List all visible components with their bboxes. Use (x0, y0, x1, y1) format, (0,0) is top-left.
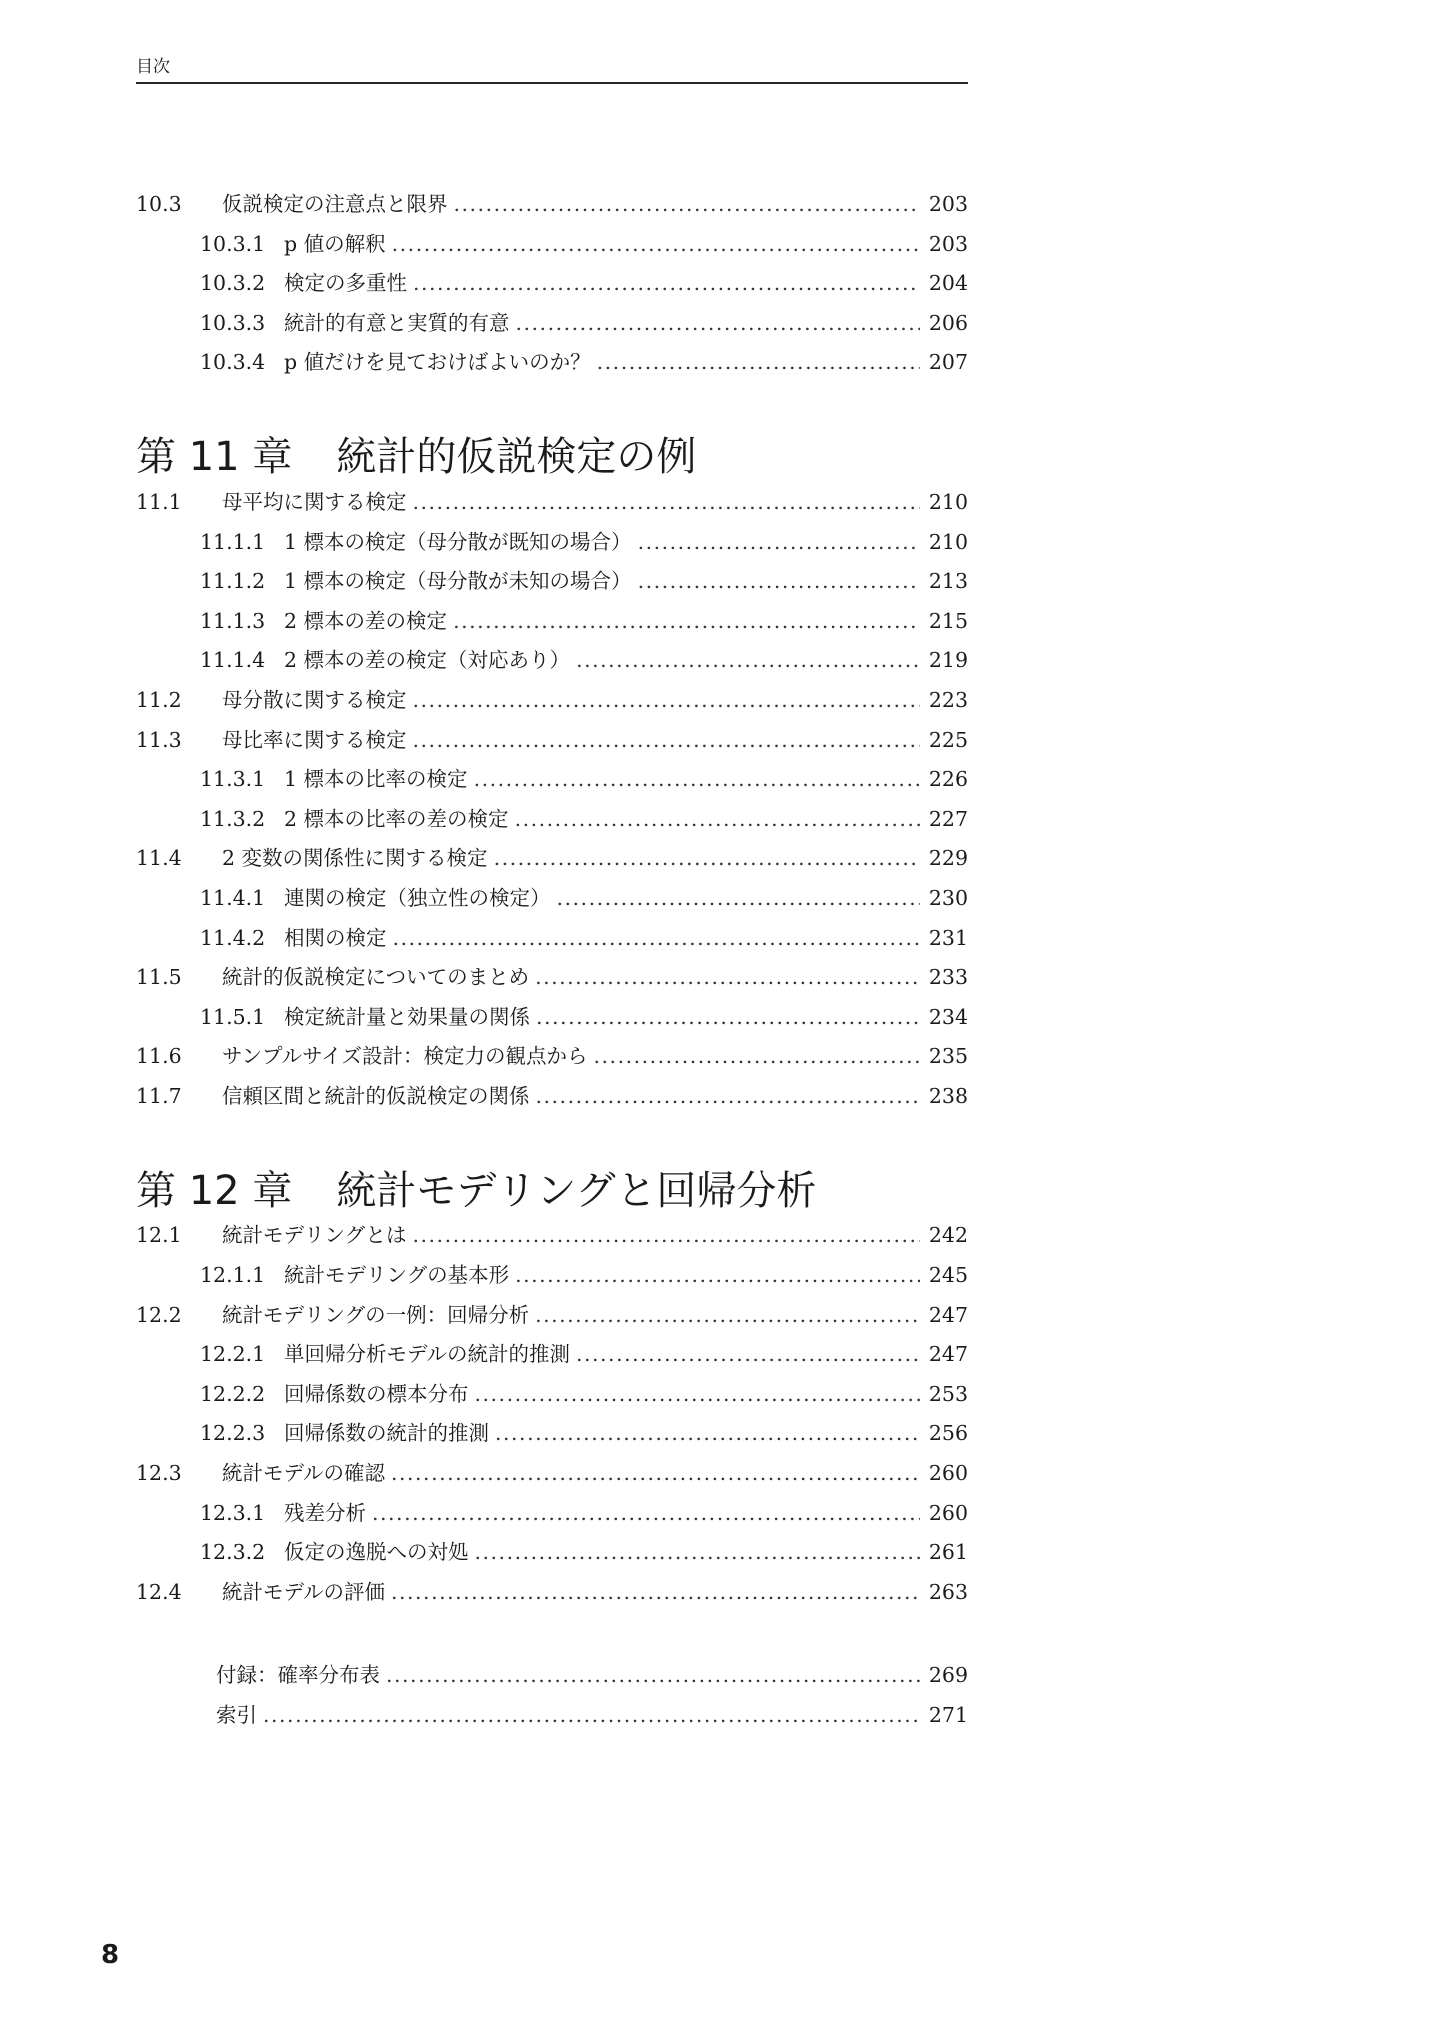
toc-entry-section[interactable] (136, 958, 968, 998)
section-number: 11.2 (136, 687, 182, 712)
dot-leader (516, 304, 921, 344)
dot-leader (391, 1454, 920, 1494)
subsection-number: 10.3.2 (200, 271, 266, 296)
subsection-title: 統計モデリングの基本形 (284, 1263, 510, 1288)
toc-entry-subsection[interactable] (136, 1533, 968, 1573)
section-title: 統計モデルの確認 (222, 1461, 385, 1486)
toc-entry-section[interactable] (136, 1454, 968, 1494)
section-number: 12.2 (136, 1302, 182, 1327)
page-number: 206 (928, 310, 968, 335)
page-number: 261 (928, 1540, 968, 1565)
chapter-title: 統計的仮説検定の例 (336, 434, 697, 481)
chapter-heading[interactable] (136, 425, 968, 483)
subsection-number: 12.3.2 (200, 1540, 266, 1565)
subsection-title: 2 標本の差の検定（対応あり） (284, 648, 571, 673)
page-number: 210 (928, 489, 968, 514)
subsection-number: 11.4.2 (200, 925, 266, 950)
section-title: 統計モデルの評価 (222, 1579, 385, 1604)
dot-leader (263, 1696, 920, 1736)
dot-leader (515, 800, 920, 840)
page-number: 229 (928, 846, 968, 871)
page-number: 233 (928, 965, 968, 990)
dot-leader (475, 1533, 921, 1573)
dot-leader (557, 879, 921, 919)
dot-leader (576, 1335, 920, 1375)
section-title: 統計的仮説検定についてのまとめ (222, 965, 530, 990)
toc-entry-section[interactable] (136, 721, 968, 761)
section-spacer (136, 1612, 968, 1656)
subsection-number: 11.5.1 (200, 1004, 266, 1029)
dot-leader (386, 1656, 920, 1696)
section-number: 11.6 (136, 1044, 182, 1069)
toc-entry-section[interactable] (136, 1296, 968, 1336)
section-number: 11.1 (136, 489, 182, 514)
subsection-number: 11.4.1 (200, 885, 266, 910)
toc-entry-subsection[interactable] (136, 523, 968, 563)
toc-entry-subsection[interactable] (136, 641, 968, 681)
subsection-number: 10.3.3 (200, 310, 266, 335)
section-title: 2 変数の関係性に関する検定 (222, 846, 488, 871)
dot-leader (638, 523, 920, 563)
page-folio: 8 (101, 1940, 120, 1970)
dot-leader (413, 681, 921, 721)
page-number: 223 (928, 687, 968, 712)
section-title: 母平均に関する検定 (222, 489, 407, 514)
page-number: 247 (928, 1302, 968, 1327)
page-number: 238 (928, 1083, 968, 1108)
toc-entry-subsection[interactable] (136, 800, 968, 840)
page-number: 260 (928, 1461, 968, 1486)
toc-entry-subsection[interactable] (136, 919, 968, 959)
dot-leader (638, 562, 920, 602)
dot-leader (413, 264, 920, 304)
toc-entry-subsection[interactable] (136, 1256, 968, 1296)
toc-entry-subsection[interactable] (136, 1375, 968, 1415)
page-number: 230 (928, 885, 968, 910)
toc-entry-section[interactable] (136, 1037, 968, 1077)
toc-entry-section[interactable] (136, 185, 968, 225)
page-number: 260 (928, 1500, 968, 1525)
subsection-title: 2 標本の差の検定 (284, 608, 448, 633)
subsection-title: 回帰係数の統計的推測 (284, 1421, 489, 1446)
running-head: 目次 (136, 58, 968, 84)
dot-leader (453, 602, 920, 642)
page-number: 271 (928, 1703, 968, 1727)
subsection-number: 12.3.1 (200, 1500, 266, 1525)
toc-entry-subsection[interactable] (136, 343, 968, 383)
section-number: 11.3 (136, 727, 182, 752)
toc-entry-section[interactable] (136, 681, 968, 721)
section-number: 12.1 (136, 1223, 182, 1248)
section-title: 母分散に関する検定 (222, 687, 407, 712)
toc-entry-subsection[interactable] (136, 760, 968, 800)
dot-leader (392, 225, 920, 265)
section-number: 11.4 (136, 846, 182, 871)
dot-leader (495, 1414, 920, 1454)
subsection-number: 11.1.2 (200, 569, 266, 594)
dot-leader (536, 998, 920, 1038)
subsection-title: 相関の検定 (284, 925, 387, 950)
subsection-number: 12.2.3 (200, 1421, 266, 1446)
section-number: 12.4 (136, 1579, 182, 1604)
section-number: 10.3 (136, 192, 182, 216)
section-title: サンプルサイズ設計：検定力の観点から (222, 1044, 588, 1069)
page-number: 207 (928, 350, 968, 375)
page-number: 234 (928, 1004, 968, 1029)
page-number: 263 (928, 1579, 968, 1604)
dot-leader (413, 1216, 921, 1256)
page-number: 215 (928, 608, 968, 633)
chapter-heading[interactable] (136, 1158, 968, 1216)
subsection-title: 1 標本の比率の検定 (284, 767, 468, 792)
dot-leader (454, 185, 921, 225)
subsection-title: 検定の多重性 (284, 271, 407, 296)
page-number: 203 (928, 192, 968, 216)
page-number: 210 (928, 529, 968, 554)
toc-entry-subsection[interactable] (136, 264, 968, 304)
toc-entry-section[interactable] (136, 1573, 968, 1613)
subsection-number: 11.3.1 (200, 767, 266, 792)
toc-entry-subsection[interactable] (136, 879, 968, 919)
page-number: 269 (928, 1663, 968, 1688)
page-number: 247 (928, 1342, 968, 1367)
toc-entry-section[interactable] (136, 1077, 968, 1117)
dot-leader (475, 1375, 921, 1415)
page-number: 242 (928, 1223, 968, 1248)
page-number: 226 (928, 767, 968, 792)
subsection-title: 1 標本の検定（母分散が未知の場合） (284, 569, 632, 594)
subsection-title: p 値の解釈 (284, 231, 386, 256)
dot-leader (535, 1296, 920, 1336)
subsection-number: 12.1.1 (200, 1263, 266, 1288)
chapter-number: 第 12 章 (136, 1167, 293, 1214)
dot-leader (576, 641, 920, 681)
section-title: 母比率に関する検定 (222, 727, 407, 752)
appendix-title: 付録：確率分布表 (216, 1663, 380, 1688)
subsection-title: 統計的有意と実質的有意 (284, 310, 510, 335)
toc-entry-index[interactable] (136, 1696, 968, 1736)
chapter-number: 第 11 章 (136, 434, 293, 481)
toc-entry-section[interactable] (136, 483, 968, 523)
subsection-title: 仮定の逸脱への対処 (284, 1540, 469, 1565)
page-number: 227 (928, 806, 968, 831)
section-title: 統計モデリングとは (222, 1223, 407, 1248)
subsection-number: 11.1.1 (200, 529, 266, 554)
section-number: 11.5 (136, 965, 182, 990)
page-number: 231 (928, 925, 968, 950)
section-number: 11.7 (136, 1083, 182, 1108)
page-number: 203 (928, 231, 968, 256)
page-number: 204 (928, 271, 968, 296)
toc-entry-subsection[interactable] (136, 602, 968, 642)
dot-leader (597, 343, 920, 383)
toc-entry-subsection[interactable] (136, 1335, 968, 1375)
dot-leader (494, 839, 920, 879)
subsection-number: 12.2.2 (200, 1381, 266, 1406)
toc-entry-section[interactable] (136, 839, 968, 879)
dot-leader (535, 958, 920, 998)
dot-leader (474, 760, 920, 800)
toc-entry-subsection[interactable] (136, 1494, 968, 1534)
page-number: 245 (928, 1263, 968, 1288)
toc-entry-section[interactable] (136, 1216, 968, 1256)
section-number: 12.3 (136, 1461, 182, 1486)
subsection-title: 1 標本の検定（母分散が既知の場合） (284, 529, 632, 554)
table-of-contents (136, 185, 968, 1736)
dot-leader (413, 721, 921, 761)
dot-leader (413, 483, 921, 523)
chapter-title: 統計モデリングと回帰分析 (336, 1167, 817, 1214)
dot-leader (536, 1077, 921, 1117)
subsection-number: 10.3.4 (200, 350, 266, 375)
dot-leader (515, 1256, 920, 1296)
dot-leader (393, 919, 921, 959)
toc-entry-subsection[interactable] (136, 562, 968, 602)
page-number: 235 (928, 1044, 968, 1069)
subsection-title: 単回帰分析モデルの統計的推測 (284, 1342, 570, 1367)
subsection-title: 回帰係数の標本分布 (284, 1381, 469, 1406)
dot-leader (372, 1494, 920, 1534)
dot-leader (391, 1573, 920, 1613)
index-title: 索引 (216, 1703, 257, 1727)
subsection-title: 2 標本の比率の差の検定 (284, 806, 509, 831)
page-number: 256 (928, 1421, 968, 1446)
subsection-number: 11.3.2 (200, 806, 266, 831)
subsection-number: 12.2.1 (200, 1342, 266, 1367)
toc-entry-subsection[interactable] (136, 304, 968, 344)
toc-entry-subsection[interactable] (136, 1414, 968, 1454)
dot-leader (594, 1037, 920, 1077)
subsection-number: 11.1.4 (200, 648, 266, 673)
page-number: 253 (928, 1381, 968, 1406)
page-number: 225 (928, 727, 968, 752)
section-title: 統計モデリングの一例：回帰分析 (222, 1302, 530, 1327)
subsection-number: 11.1.3 (200, 608, 266, 633)
toc-entry-subsection[interactable] (136, 998, 968, 1038)
toc-entry-subsection[interactable] (136, 225, 968, 265)
section-title: 仮説検定の注意点と限界 (222, 192, 448, 216)
subsection-title: p 値だけを見ておけばよいのか？ (284, 350, 591, 375)
section-title: 信頼区間と統計的仮説検定の関係 (222, 1083, 530, 1108)
page-number: 219 (928, 648, 968, 673)
subsection-title: 連関の検定（独立性の検定） (284, 885, 551, 910)
subsection-number: 10.3.1 (200, 231, 266, 256)
subsection-title: 検定統計量と効果量の関係 (284, 1004, 530, 1029)
page-number: 213 (928, 569, 968, 594)
subsection-title: 残差分析 (284, 1500, 366, 1525)
toc-entry-appendix[interactable] (136, 1656, 968, 1696)
